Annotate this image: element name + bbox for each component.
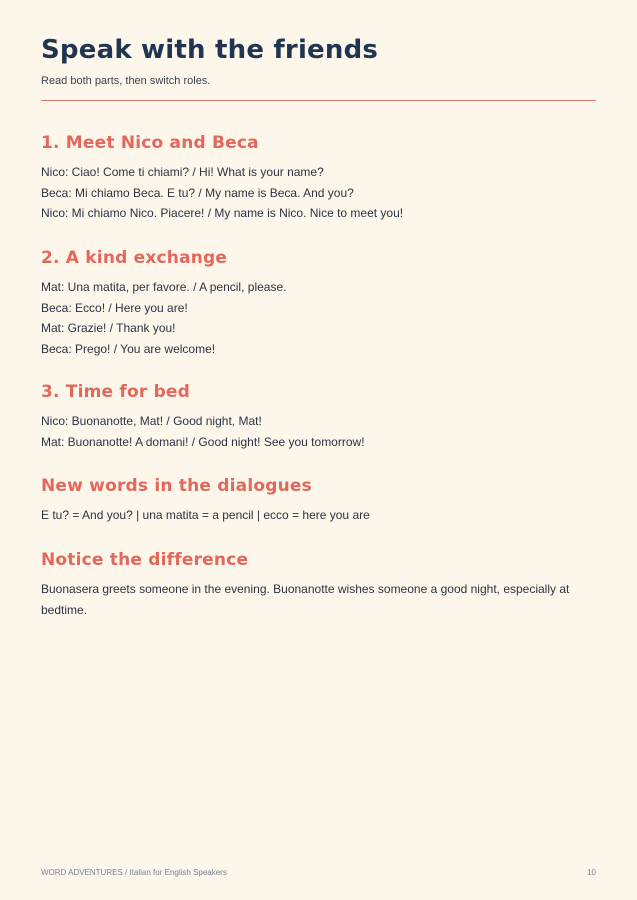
section-a-kind-exchange [41, 248, 596, 359]
dialogue-line: Beca: Ecco! / Here you are! [41, 300, 188, 315]
dialogue-line: Mat: Una matita, per favore. / A pencil, please. [41, 280, 287, 294]
page-title: Speak with the friends [41, 35, 379, 65]
section-heading: 1. Meet Nico and Beca [41, 133, 259, 153]
dialogue-line: Beca: Mi chiamo Beca. E tu? / My name is Beca. And you? [41, 185, 354, 200]
section-meet-nico-and-beca [41, 133, 596, 224]
worksheet-page [41, 0, 596, 900]
dialogue-line: Nico: Mi chiamo Nico. Piacere! / My name is Nico. Nice to meet you! [41, 206, 404, 220]
section-notice-the-difference [41, 550, 596, 620]
section-heading: New words in the dialogues [41, 476, 312, 496]
dialogue-line: Beca: Prego! / You are welcome! [41, 341, 216, 356]
explanation-paragraph: Buonasera greets someone in the evening. Buonanotte wishes someone a good night, especially at bedtime. [41, 582, 570, 617]
section-heading: Notice the difference [41, 550, 249, 570]
footer-page-number: 10 [587, 868, 596, 877]
footer-book-title: WORD ADVENTURES / Italian for English Speakers [41, 868, 227, 877]
section-new-words [41, 476, 596, 526]
header-divider [41, 100, 596, 101]
dialogue-line: Nico: Ciao! Come ti chiami? / Hi! What is your name? [41, 165, 324, 179]
dialogue-line: Mat: Grazie! / Thank you! [41, 321, 176, 335]
section-heading: 3. Time for bed [41, 382, 191, 402]
section-time-for-bed [41, 382, 596, 452]
dialogue-line: Mat: Buonanotte! A domani! / Good night! See you tomorrow! [41, 434, 365, 449]
page-subtitle: Read both parts, then switch roles. [41, 75, 211, 87]
section-heading: 2. A kind exchange [41, 248, 228, 268]
dialogue-line: Nico: Buonanotte, Mat! / Good night, Mat! [41, 414, 262, 428]
vocabulary-line: E tu? = And you? | una matita = a pencil | ecco = here you are [41, 508, 370, 522]
